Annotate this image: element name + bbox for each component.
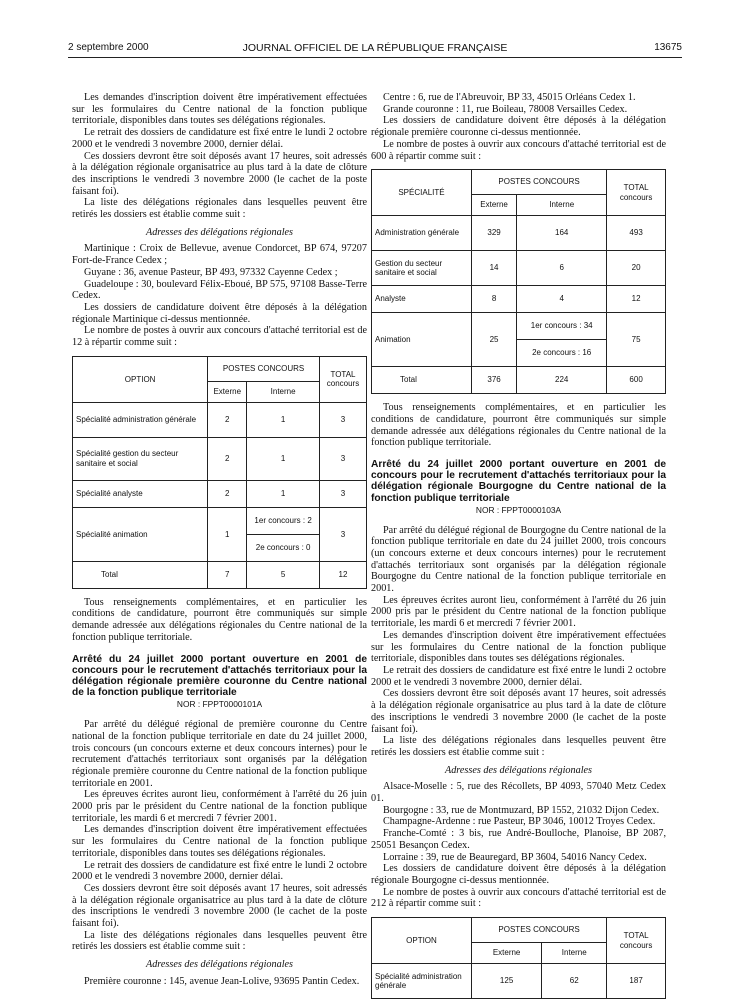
cell-externe: 2 (208, 480, 247, 507)
table-row (372, 216, 666, 251)
decree-heading: Arrêté du 24 juillet 2000 portant ouverture en 2001 de concours pour le recrutement d'attachés territoriaux pour la délégation régionale première couronne du Centre national de la fonction publique territoriale (72, 653, 367, 699)
col-header-externe: Externe (471, 195, 516, 216)
paragraph: Ces dossiers devront être soit déposés avant 17 heures, soit adressés à la délégation régionale organisatrice au plus tard à la date de clôture des inscriptions le vendredi 3 novembre 2000 (le cachet de la poste faisant foi). (72, 882, 367, 930)
col-header-interne: Interne (247, 381, 320, 402)
paragraph: Le retrait des dossiers de candidature est fixé entre le lundi 2 octobre 2000 et le vendredi 3 novembre 2000, dernier délai. (72, 859, 367, 883)
col-header-option: OPTION (73, 356, 208, 402)
address-section-title: Adresses des délégations régionales (145, 226, 294, 238)
col-header-externe: Externe (471, 943, 541, 964)
cell-interne-first: 1er concours : 2 (247, 507, 320, 534)
cell-interne: 4 (517, 286, 607, 313)
cell-interne: 1 (247, 402, 320, 437)
table-row (73, 507, 367, 534)
table-row (372, 286, 666, 313)
page-header (68, 42, 682, 58)
cell-total: 12 (319, 561, 366, 588)
row-label: Analyste (372, 286, 472, 313)
table-row (73, 437, 367, 480)
cell-externe: 14 (471, 251, 516, 286)
paragraph: Le nombre de postes à ouvrir aux concours d'attaché territorial est de 12 à répartir comme suit : (72, 325, 367, 349)
row-label: Spécialité administration générale (73, 402, 208, 437)
table-row-total (372, 367, 666, 394)
cell-total: 3 (319, 480, 366, 507)
address: Guyane : 36, avenue Pasteur, BP 493, 97332 Cayenne Cedex ; (84, 266, 338, 278)
table-row (372, 313, 666, 340)
paragraph: La liste des délégations régionales dans lesquelles peuvent être retirés les dossiers est établie comme suit : (72, 929, 367, 953)
cell-externe: 7 (208, 561, 247, 588)
nor-reference: NOR : FPPT0000103A (475, 504, 562, 515)
col-header-postes: POSTES CONCOURS (471, 170, 606, 195)
address: Première couronne : 145, avenue Jean-Lolive, 93695 Pantin Cedex. (84, 975, 360, 987)
paragraph: Le nombre de postes à ouvrir aux concours d'attaché territorial est de 212 à répartir comme suit : (371, 886, 666, 910)
paragraph: Ces dossiers devront être soit déposés avant 17 heures, soit adressés à la délégation régionale organisatrice au plus tard à la date de clôture des inscriptions le vendredi 3 novembre 2000 (le cachet de la poste faisant foi). (72, 150, 367, 197)
address: Lorraine : 39, rue de Beauregard, BP 3604, 54016 Nancy Cedex. (383, 851, 647, 863)
journal-title: JOURNAL OFFICIEL DE LA RÉPUBLIQUE FRANÇAISE (242, 42, 508, 54)
cell-externe: 2 (208, 402, 247, 437)
paragraph: Ces dossiers devront être soit déposés avant 17 heures, soit adressés à la délégation régionale organisatrice au plus tard à la date de clôture des inscriptions le vendredi 3 novembre 2000 (le cachet de la poste faisant foi). (371, 688, 666, 735)
address: Guadeloupe : 30, boulevard Félix-Eboué, BP 575, 97108 Basse-Terre Cedex. (72, 278, 367, 302)
row-label: Gestion du secteur sanitaire et social (372, 251, 472, 286)
address: Franche-Comté : 3 bis, rue André-Boulloche, Planoise, BP 2087, 25051 Besançon Cedex. (371, 828, 666, 851)
cell-total: 3 (319, 437, 366, 480)
paragraph: La liste des délégations régionales dans lesquelles peuvent être retirés les dossiers est établie comme suit : (371, 735, 666, 758)
paragraph: Les demandes d'inscription doivent être impérativement effectuées sur les formulaires du Centre national de la fonction publique territoriale, disponibles dans toutes ses délégations régionales. (72, 92, 367, 127)
cell-interne: 224 (517, 367, 607, 394)
cell-externe: 376 (471, 367, 516, 394)
postes-table-premiere-couronne (371, 169, 666, 394)
row-label: Total (372, 367, 472, 394)
address-section-title: Adresses des délégations régionales (145, 959, 294, 971)
paragraph: Les demandes d'inscription doivent être impérativement effectuées sur les formulaires du Centre national de la fonction publique territoriale, disponibles dans toutes ses délégations régionales. (371, 629, 666, 665)
col-header-option: OPTION (372, 918, 472, 964)
paragraph: Tous renseignements complémentaires, et en particulier les conditions de candidature, pourront être communiqués sur simple demande adressée aux délégations régionales du Centre national de la fonction publique territoriale. (371, 402, 666, 449)
cell-externe: 1 (208, 507, 247, 561)
col-header-total: TOTAL concours (319, 356, 366, 402)
table-row (372, 964, 666, 999)
col-header-postes: POSTES CONCOURS (471, 918, 606, 943)
table-row (372, 251, 666, 286)
address: Martinique : Croix de Bellevue, avenue Condorcet, BP 674, 97207 Fort-de-France Cedex ; (72, 243, 367, 267)
paragraph: Le retrait des dossiers de candidature est fixé entre le lundi 2 octobre 2000 et le vendredi 3 novembre 2000, dernier délai. (72, 127, 367, 150)
cell-interne: 1 (247, 480, 320, 507)
address-section-title: Adresses des délégations régionales (444, 764, 593, 776)
cell-externe: 2 (208, 437, 247, 480)
paragraph: Les dossiers de candidature doivent être déposés à la délégation régionale première couronne ci-dessus mentionnée. (371, 115, 666, 139)
col-header-specialite: SPÉCIALITÉ (372, 170, 472, 216)
col-header-interne: Interne (517, 195, 607, 216)
table-row (73, 402, 367, 437)
cell-interne-first: 1er concours : 34 (517, 313, 607, 340)
address: Bourgogne : 33, rue de Montmuzard, BP 1552, 21032 Dijon Cedex. (383, 804, 660, 816)
row-label: Administration générale (372, 216, 472, 251)
cell-interne-second: 2e concours : 0 (247, 534, 320, 561)
col-header-total: TOTAL concours (607, 170, 666, 216)
cell-externe: 25 (471, 313, 516, 367)
cell-externe: 8 (471, 286, 516, 313)
col-header-total: TOTAL concours (607, 918, 666, 964)
postes-table-martinique (72, 356, 367, 589)
cell-total: 75 (607, 313, 666, 367)
paragraph: Les dossiers de candidature doivent être déposés à la délégation régionale Martinique ci-dessus mentionnée. (72, 301, 367, 325)
left-column (72, 92, 367, 988)
col-header-postes: POSTES CONCOURS (208, 356, 320, 381)
table-row (73, 480, 367, 507)
address: Champagne-Ardenne : rue Pasteur, BP 3046, 10012 Troyes Cedex. (383, 816, 656, 828)
row-label: Spécialité analyste (73, 480, 208, 507)
cell-interne: 5 (247, 561, 320, 588)
cell-interne-second: 2e concours : 16 (517, 340, 607, 367)
paragraph: Le nombre de postes à ouvrir aux concours d'attaché territorial est de 600 à répartir comme suit : (371, 138, 666, 162)
row-label: Spécialité gestion du secteur sanitaire et social (73, 437, 208, 480)
page-number: 13675 (654, 42, 682, 53)
paragraph: Le retrait des dossiers de candidature est fixé entre le lundi 2 octobre 2000 et le vendredi 3 novembre 2000, dernier délai. (371, 664, 666, 688)
cell-total: 493 (607, 216, 666, 251)
address: Centre : 6, rue de l'Abreuvoir, BP 33, 45015 Orléans Cedex 1. (383, 92, 636, 103)
row-label: Total (73, 561, 208, 588)
row-label: Animation (372, 313, 472, 367)
cell-interne: 6 (517, 251, 607, 286)
nor-reference: NOR : FPPT0000101A (176, 699, 263, 710)
cell-total: 3 (319, 507, 366, 561)
header-date: 2 septembre 2000 (68, 42, 149, 53)
paragraph: Par arrêté du délégué régional de première couronne du Centre national de la fonction publique territoriale en date du 24 juillet 2000, trois concours (un concours externe et deux concours internes) pour le recrutement d'attachés territoriaux sont organisés par la délégation régionale première couronne du Centre national de la fonction publique territoriale en 2001. (72, 719, 367, 789)
row-label: Spécialité animation (73, 507, 208, 561)
col-header-interne: Interne (542, 943, 607, 964)
postes-table-bourgogne (371, 917, 666, 999)
paragraph: La liste des délégations régionales dans lesquelles peuvent être retirés les dossiers est établie comme suit : (72, 197, 367, 221)
paragraph: Les épreuves écrites auront lieu, conformément à l'arrêté du 26 juin 2000 pris par le président du Centre national de la fonction publique territoriale, les mardi 6 et mercredi 7 février 2001. (72, 789, 367, 824)
cell-interne: 62 (542, 964, 607, 999)
cell-total: 600 (607, 367, 666, 394)
cell-interne: 1 (247, 437, 320, 480)
address: Alsace-Moselle : 5, rue des Récollets, BP 4093, 57040 Metz Cedex 01. (371, 781, 666, 805)
paragraph: Par arrêté du délégué régional de Bourgogne du Centre national de la fonction publique territoriale en date du 24 juillet 2000, trois concours (un concours externe et deux concours internes) pour le recrutement d'attachés territoriaux sont organisés par la délégation régionale Bourgogne du Centre national de la fonction publique territoriale en 2001. (371, 524, 666, 595)
cell-total: 12 (607, 286, 666, 313)
address: Grande couronne : 11, rue Boileau, 78008 Versailles Cedex. (383, 103, 628, 115)
right-column (371, 92, 666, 1007)
row-label: Spécialité administration générale (372, 964, 472, 999)
cell-total: 20 (607, 251, 666, 286)
paragraph: Tous renseignements complémentaires, et en particulier les conditions de candidature, pourront être communiqués sur simple demande adressée aux délégations régionales du Centre national de la fonction publique territoriale. (72, 596, 367, 643)
col-header-externe: Externe (208, 381, 247, 402)
cell-interne: 164 (517, 216, 607, 251)
cell-total: 3 (319, 402, 366, 437)
cell-externe: 329 (471, 216, 516, 251)
decree-heading: Arrêté du 24 juillet 2000 portant ouverture en 2001 de concours pour le recrutement d'attachés territoriaux pour la délégation régionale Bourgogne du Centre national de la fonction publique territoriale (371, 459, 666, 504)
paragraph: Les dossiers de candidature doivent être déposés à la délégation régionale Bourgogne ci-dessus mentionnée. (371, 863, 666, 886)
cell-externe: 125 (471, 964, 541, 999)
cell-total: 187 (607, 964, 666, 999)
paragraph: Les épreuves écrites auront lieu, conformément à l'arrêté du 26 juin 2000 pris par le président du Centre national de la fonction publique territoriale, les mardi 6 et mercredi 7 février 2001. (371, 594, 666, 630)
header-rule (68, 57, 682, 58)
table-row-total (73, 561, 367, 588)
paragraph: Les demandes d'inscription doivent être impérativement effectuées sur les formulaires du Centre national de la fonction publique territoriale, disponibles dans toutes ses délégations régionales. (72, 824, 367, 859)
